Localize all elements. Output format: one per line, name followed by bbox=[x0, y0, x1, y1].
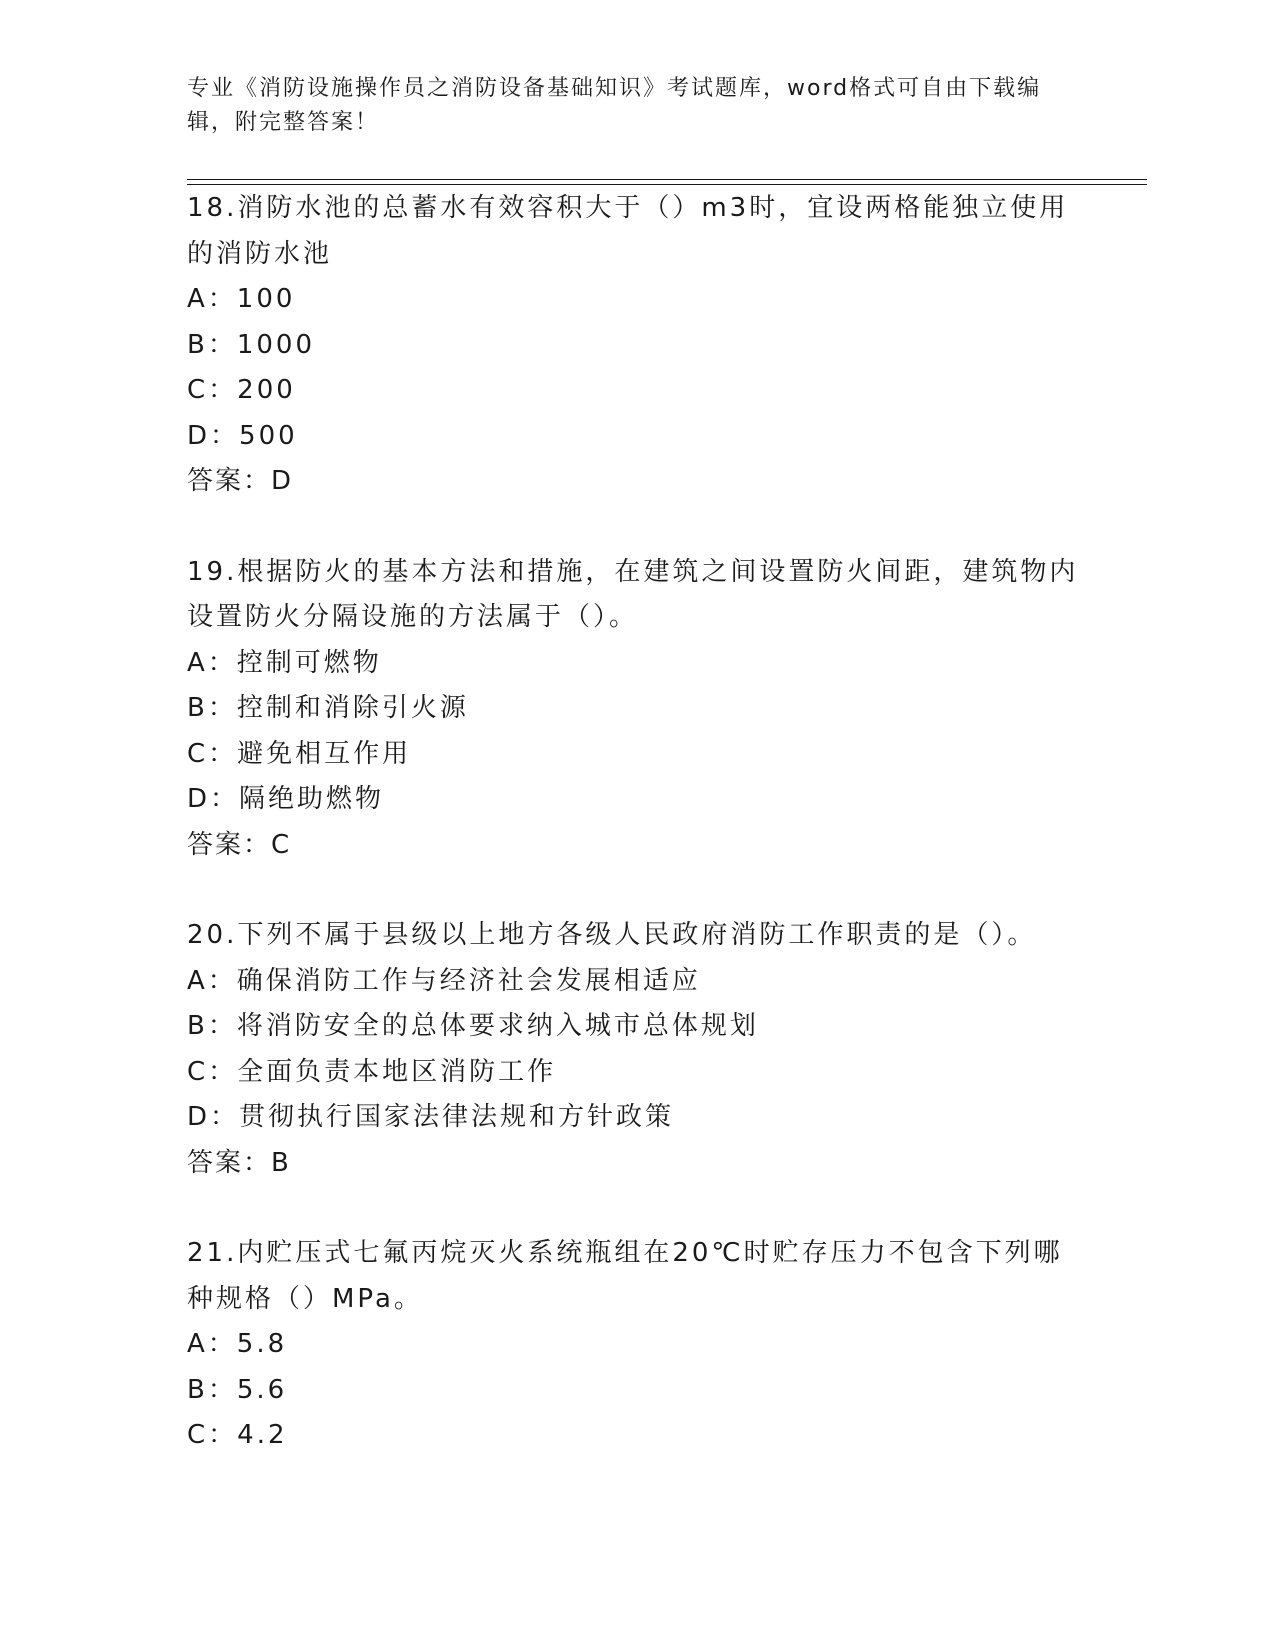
option-d: D：500 bbox=[187, 420, 298, 451]
answer-line: 答案：D bbox=[187, 466, 294, 496]
option-c: C：4.2 bbox=[187, 1420, 288, 1450]
question-21 bbox=[187, 1231, 1087, 1459]
question-19 bbox=[187, 550, 1087, 869]
option-b: B：将消防安全的总体要求纳入城市总体规划 bbox=[187, 1011, 759, 1041]
option-a: A：确保消防工作与经济社会发展相适应 bbox=[187, 965, 701, 996]
question-stem: 18.消防水池的总蓄水有效容积大于（）m3时，宜设两格能独立使用的消防水池 bbox=[187, 193, 1069, 269]
option-b: B：控制和消除引火源 bbox=[187, 693, 469, 723]
header-divider-bottom bbox=[187, 184, 1147, 185]
option-c: C：200 bbox=[187, 375, 296, 405]
question-stem: 21.内贮压式七氟丙烷灭火系统瓶组在20℃时贮存压力不包含下列哪种规格（）MPa。 bbox=[187, 1238, 1063, 1314]
option-b: B：5.6 bbox=[187, 1374, 288, 1405]
header-divider-top bbox=[187, 179, 1147, 180]
option-a: A：控制可燃物 bbox=[187, 647, 382, 678]
question-list bbox=[187, 186, 1087, 1504]
answer-line: 答案：B bbox=[187, 1147, 291, 1178]
question-18 bbox=[187, 186, 1087, 505]
question-stem: 20.下列不属于县级以上地方各级人民政府消防工作职责的是（）。 bbox=[187, 920, 1037, 950]
option-d: D：贯彻执行国家法律法规和方针政策 bbox=[187, 1102, 675, 1132]
option-c: C：全面负责本地区消防工作 bbox=[187, 1056, 557, 1087]
option-d: D：隔绝助燃物 bbox=[187, 784, 385, 814]
document-header: 专业《消防设施操作员之消防设备基础知识》考试题库，word格式可自由下载编辑，附完整答案！ bbox=[187, 76, 1042, 135]
option-a: A：5.8 bbox=[187, 1329, 288, 1359]
question-20 bbox=[187, 913, 1087, 1186]
option-a: A：100 bbox=[187, 284, 296, 314]
question-stem: 19.根据防火的基本方法和措施，在建筑之间设置防火间距，建筑物内设置防火分隔设施的方法属于（）。 bbox=[187, 556, 1079, 632]
option-b: B：1000 bbox=[187, 329, 316, 360]
option-c: C：避免相互作用 bbox=[187, 738, 412, 769]
answer-line: 答案：C bbox=[187, 829, 292, 860]
